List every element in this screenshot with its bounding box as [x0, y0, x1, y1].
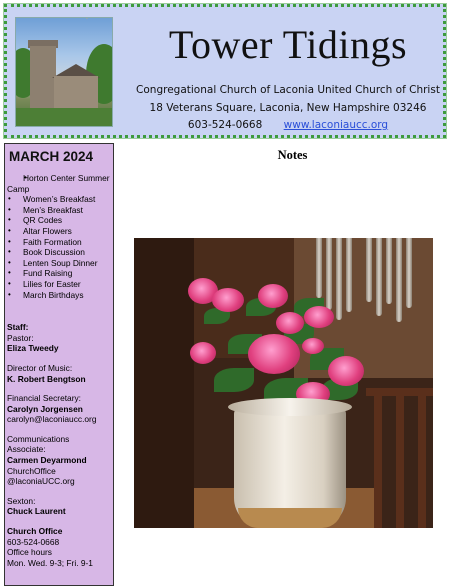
communications-name: Carmen Deyarmond — [7, 455, 87, 466]
sexton-name: Chuck Laurent — [7, 506, 66, 517]
office-hours-label: Office hours — [7, 547, 52, 558]
church-phone: 603-524-0668 — [187, 119, 263, 131]
pastor-role: Pastor: — [7, 332, 34, 343]
communications-role-line2: Associate: — [7, 444, 46, 455]
financial-role: Financial Secretary: — [7, 393, 82, 404]
newsletter-title: Tower Tidings — [168, 22, 408, 67]
financial-email[interactable]: carolyn@laconiaucc.org — [7, 414, 97, 425]
contact-line — [127, 119, 449, 131]
church-photo — [15, 17, 113, 127]
communications-email-line2[interactable]: @laconiaUCC.org — [7, 476, 75, 487]
church-address: 18 Veterans Square, Laconia, New Hampshire 03246 — [149, 102, 427, 114]
music-name: K. Robert Bengtson — [7, 373, 86, 384]
list-item: • Lenten Soup Dinner — [7, 258, 113, 269]
list-item: • Faith Formation — [7, 237, 113, 248]
website-link[interactable]: www.laconiaucc.org — [283, 119, 389, 131]
list-item: • Fund Raising — [7, 268, 113, 279]
office-heading: Church Office — [7, 526, 63, 537]
list-item: • March Birthdays — [7, 290, 113, 301]
altar-flowers-photo — [134, 238, 433, 528]
music-role: Director of Music: — [7, 362, 73, 373]
masthead-banner — [4, 4, 446, 138]
issue-month: MARCH 2024 — [9, 149, 94, 164]
sidebar — [4, 143, 114, 586]
communications-email-line1[interactable]: ChurchOffice — [7, 465, 56, 476]
list-item: • Horton Center Summer Camp — [7, 173, 113, 194]
list-item: • Lilies for Easter — [7, 279, 113, 290]
staff-directory — [7, 306, 113, 568]
office-phone: 603-524-0668 — [7, 536, 60, 547]
list-item: • Altar Flowers — [7, 226, 113, 237]
notes-heading: Notes — [277, 148, 308, 162]
pastor-name: Eliza Tweedy — [7, 343, 59, 354]
financial-name: Carolyn Jorgensen — [7, 403, 83, 414]
list-item: • Book Discussion — [7, 247, 113, 258]
list-item: • Women’s Breakfast — [7, 194, 113, 205]
contents-list — [7, 173, 113, 300]
staff-heading: Staff: — [7, 322, 29, 333]
list-item: • Men’s Breakfast — [7, 205, 113, 216]
office-hours: Mon. Wed. 9-3; Fri. 9-1 — [7, 557, 93, 568]
sexton-role: Sexton: — [7, 495, 36, 506]
communications-role-line1: Communications — [7, 433, 70, 444]
church-name: Congregational Church of Laconia United Church of Christ — [136, 84, 440, 96]
list-item: • QR Codes — [7, 215, 113, 226]
